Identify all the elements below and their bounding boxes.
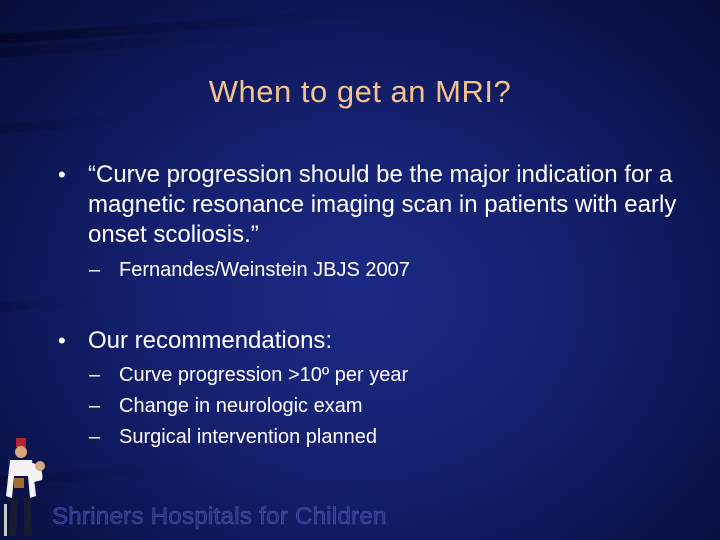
bullet-marker: • [58,328,66,353]
footer-logo-text: Shriners Hospitals for Children [52,503,387,530]
sub-bullet-marker: – [89,364,101,386]
shriner-carrying-child-icon [0,436,56,540]
slide-title: When to get an MRI? [208,74,512,109]
bullet-marker: • [58,162,66,187]
sub-bullet-text: Curve progression >10º per year [119,364,409,386]
bullet-text: “Curve progression should be the major indication for a magnetic resonance imaging scan in patients with early onset scoliosis.” [88,161,677,248]
sub-bullet-text: Surgical intervention planned [119,426,377,448]
sub-bullet-text: Change in neurologic exam [119,395,363,417]
sub-bullet-marker: – [89,259,101,281]
sub-bullet-text: Fernandes/Weinstein JBJS 2007 [119,259,410,281]
bullet-text: Our recommendations: [88,327,333,354]
background-streak [0,295,100,315]
sub-bullet-marker: – [89,426,101,448]
sub-bullet-marker: – [89,395,101,417]
background-streak [0,114,140,137]
